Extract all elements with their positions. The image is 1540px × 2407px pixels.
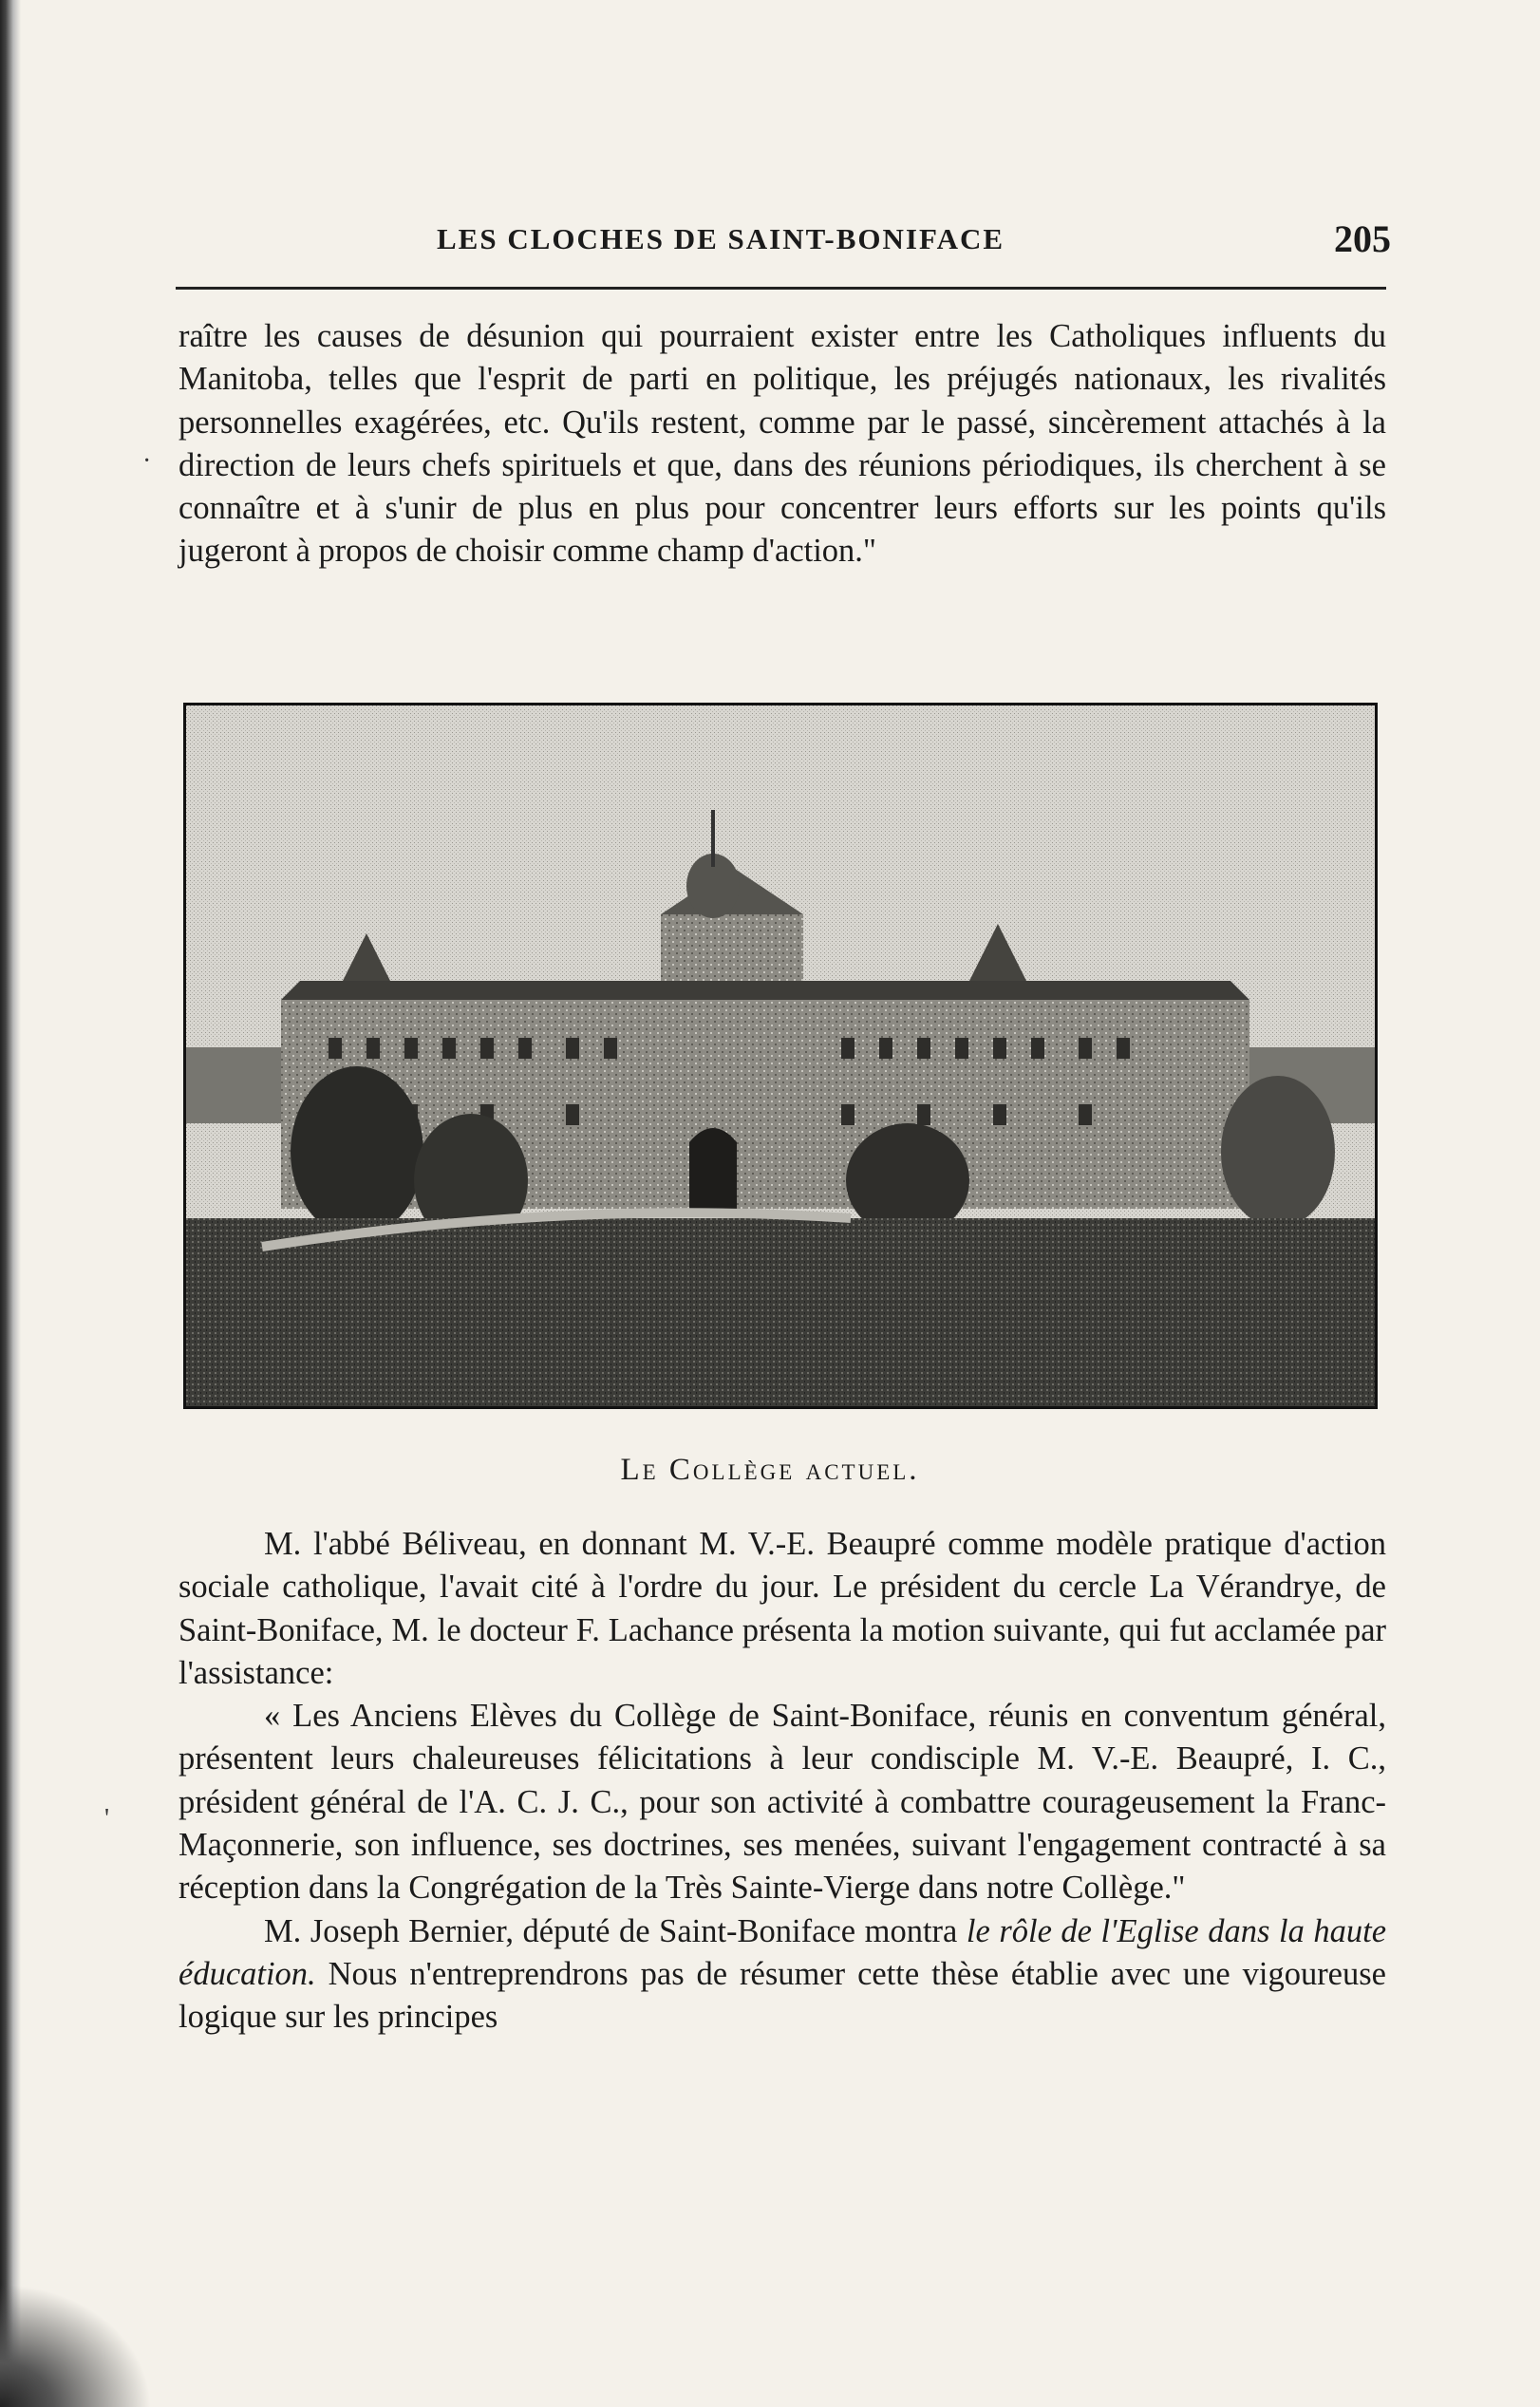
paragraph [178,1910,1386,2040]
running-header [171,216,1391,264]
body-text-bottom [178,1523,1386,2040]
paragraph-tail: Nous n'entreprendrons pas de résumer cette thèse établie avec une vigoureuse logique sur les principes [178,1955,1386,2036]
college-building-image [186,705,1375,1406]
quoted-motion: « Les Anciens Elèves du Collège de Saint-Boniface, réunis en conventum général, présentent leurs chaleureuses félicitations à leur condisciple M. V.-E. Beaupré, I. C., président général de l'A. C. J. C., pour son activité à combattre courageusement la Franc-Maçonnerie, son influence, ses doctrines, ses menées, suivant l'engagement contracté à sa réception dans la Congrégation de la Très Sainte-Vierge dans notre Collège." [178,1698,1386,1907]
paragraph: raître les causes de désunion qui pourraient exister entre les Catholiques influents du Manitoba, telles que l'esprit de parti en politique, les préjugés nationaux, les rivalités personnelles exagérées, etc. Qu'ils restent, comme par le passé, sincèrement attachés à la direction de leurs chefs spirituels et que, dans des réunions périodiques, ils cherchent à se connaître et à s'unir de plus en plus pour concentrer leurs efforts sur les points qu'ils jugeront à propos de choisir comme champ d'action." [178,318,1386,570]
running-title: LES CLOCHES DE SAINT-BONIFACE [437,222,1005,255]
college-photograph [183,703,1378,1409]
italic-title: le rôle de l'Eglise dans la haute éducation. [178,1912,1387,1992]
page-binding-edge [0,0,21,2407]
margin-mark: · [142,446,152,476]
figure-caption: Le Collège actuel. [620,1453,920,1487]
page-number: 205 [1334,217,1391,260]
paragraph-lead: M. Joseph Bernier, député de Saint-Boniface montra [264,1912,967,1949]
body-text-top [178,315,1386,574]
paragraph: M. l'abbé Béliveau, en donnant M. V.-E. Beaupré comme modèle pratique d'action sociale catholique, l'avait cité à l'ordre du jour. Le président du cercle La Vérandrye, de Saint-Boniface, M. le docteur F. Lachance présenta la motion suivante, qui fut acclamée par l'assistance: [178,1526,1386,1691]
margin-mark: ' [104,1804,110,1833]
scan-smudge [0,2284,152,2407]
header-rule [176,287,1386,290]
